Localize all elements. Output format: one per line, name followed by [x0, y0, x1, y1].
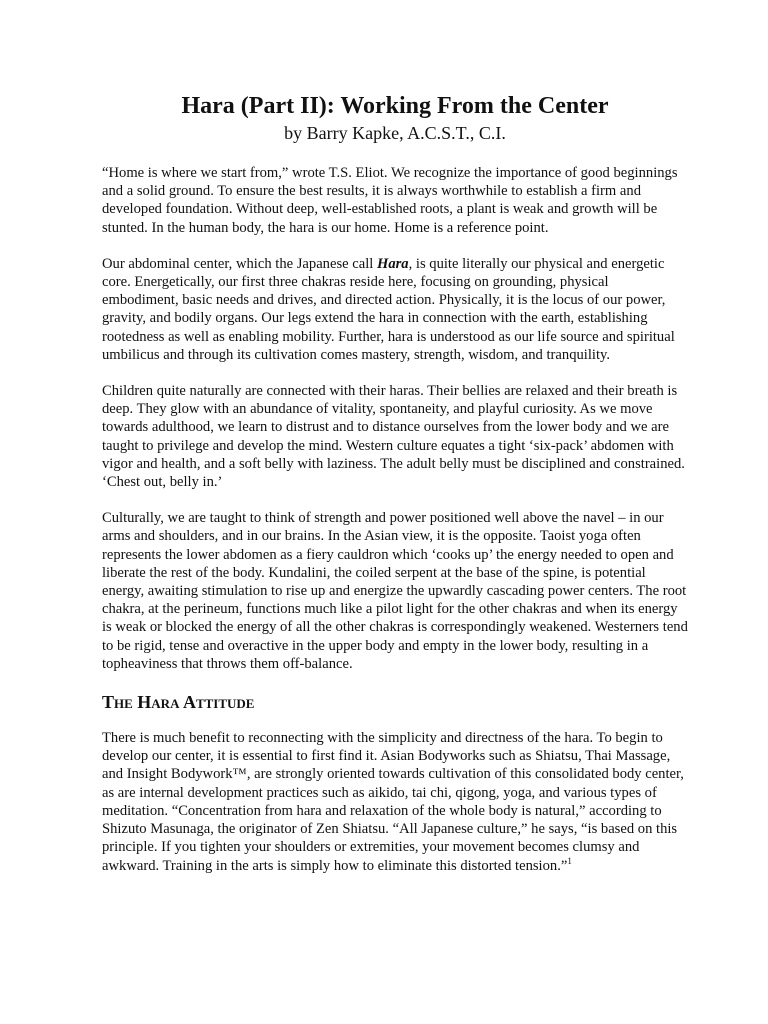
paragraph-3: Children quite naturally are connected with their haras. Their bellies are relaxed and their breath is deep. They glow with an abundance of vitality, spontaneity, and playful curiosity. As we move towards adulthood, we learn to distrust and to distance ourselves from the lower body and we are taught to privilege and develop the mind. Western culture equates a tight ‘six-pack’ abdomen with vigor and health, and a soft belly with laziness. The adult belly must be disciplined and constrained. ‘Chest out, belly in.’ — [102, 383, 685, 491]
hara-term: Hara — [376, 255, 409, 272]
paragraph-2-body: , is quite literally our physical and energetic core. Energetically, our first three chakras reside here, focusing on grounding, physical embodiment, basic needs and drives, and directed action. Physically, it is the locus of our power, gravity, and bodily organs. Our legs extend the hara in connection with the earth, establishing rootedness as well as enabling mobility. Further, hara is understood as our life source and spiritual umbilicus and through its cultivation comes mastery, strength, wisdom, and tranquility. — [102, 255, 675, 363]
section-heading: The Hara Attitude — [102, 692, 255, 713]
footnote-marker: 1 — [567, 855, 572, 866]
article-title: Hara (Part II): Working From the Center — [181, 93, 609, 119]
paragraph-5-text: There is much benefit to reconnecting with the simplicity and directness of the hara. To begin to develop our center, it is essential to first find it. Asian Bodyworks such as Shiatsu, Thai Massage, and Insight Bodywork™, are strongly oriented towards cultivation of this consolidated body center, as are internal development practices such as aikido, tai chi, qigong, yoga, and various types of meditation. “Concentration from hara and relaxation of the whole body is natural,” according to Shizuto Masunaga, the originator of Zen Shiatsu. “All Japanese culture,” he says, “is based on this principle. If you tighten your shoulders or extremities, your movement becomes clumsy and awkward. Training in the arts is simply how to eliminate this distorted tension.” — [102, 730, 684, 874]
paragraph-2-intro: Our abdominal center, which the Japanese call — [102, 255, 377, 272]
paragraph-4: Culturally, we are taught to think of strength and power positioned well above the navel – in our arms and shoulders, and in our brains. In the Asian view, it is the opposite. Taoist yoga often represents the lower abdomen as a fiery cauldron which ‘cooks up’ the energy needed to open and liberate the rest of the body. Kundalini, the coiled serpent at the base of the spine, is potential energy, awaiting stimulation to rise up and energize the upwardly cascading power centers. The root chakra, at the perineum, functions much like a pilot light for the other chakras and when its energy is weak or blocked the energy of all the other chakras is correspondingly weakened. Westerners tend to be rigid, tense and overactive in the upper body and empty in the lower body, resulting in a topheaviness that throws them off-balance. — [102, 510, 688, 672]
paragraph-2 — [102, 255, 688, 364]
document-page — [102, 92, 688, 875]
paragraph-1: “Home is where we start from,” wrote T.S. Eliot. We recognize the importance of good beginnings and a solid ground. To ensure the best results, it is always worthwhile to establish a firm and developed foundation. Without deep, well-established roots, a plant is weak and growth will be stunted. In the human body, the hara is our home. Home is a reference point. — [102, 165, 678, 236]
author-byline: by Barry Kapke, A.C.S.T., C.I. — [284, 123, 506, 143]
paragraph-5 — [102, 729, 688, 875]
